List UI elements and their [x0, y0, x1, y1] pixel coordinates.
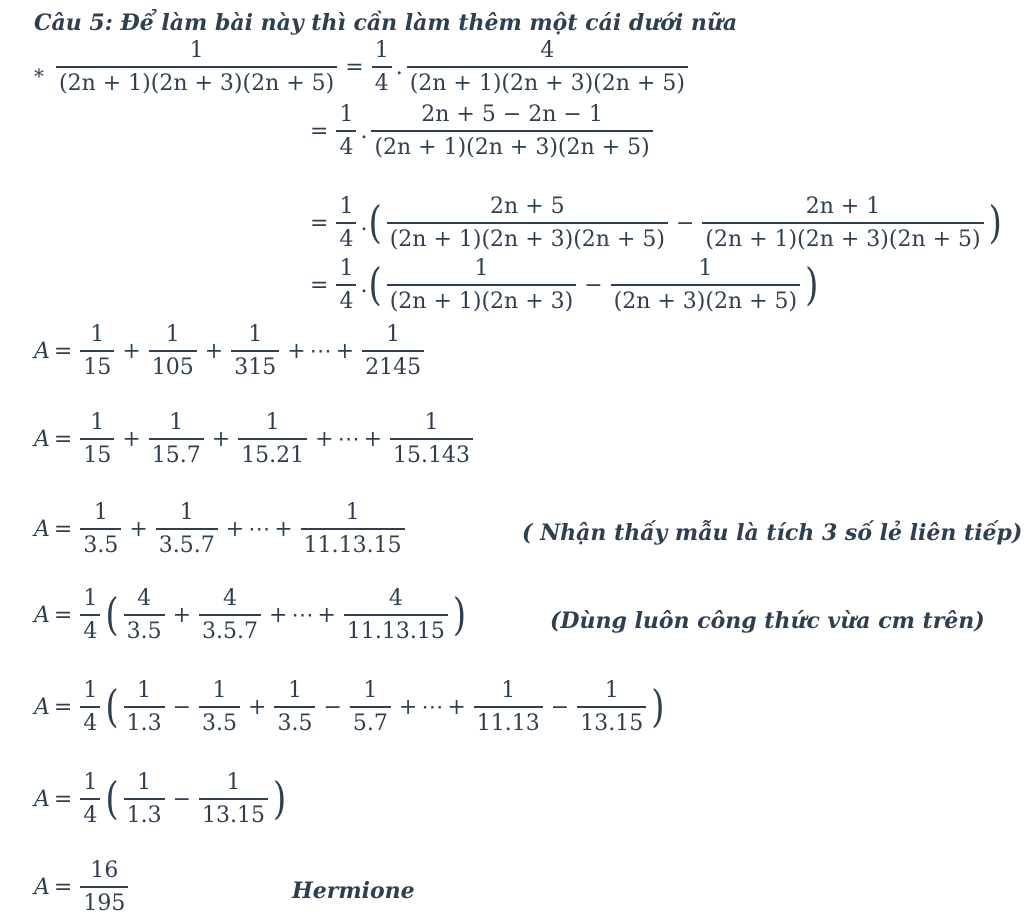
note-use-formula: (Dùng luôn công thức vừa cm trên)	[550, 608, 985, 634]
quarter-fraction: $\frac{1}{4}$	[80, 770, 100, 829]
sum1-term-3: $\frac{1}{315}$	[231, 322, 279, 381]
sum4-term-1: $\frac{4}{3.5}$	[124, 586, 165, 645]
quarter-fraction: $\frac{1}{4}$	[372, 38, 392, 97]
identity-step4-fraction-b: $\frac{1}{(2n + 3)(2n + 5)}$	[611, 256, 801, 315]
identity-step4-fraction-a: $\frac{1}{(2n + 1)(2n + 3)}$	[387, 256, 577, 315]
sum5-term-4: $\frac{1}{5.7}$	[350, 678, 391, 737]
sum5-term-1: $\frac{1}{1.3}$	[124, 678, 165, 737]
sum-line-3: A = $\frac{1}{3.5}$ + $\frac{1}{3.5.7}$ + ⋯ + $\frac{1}{11.13.15}$	[34, 500, 409, 559]
sum4-term-last: $\frac{4}{11.13.15}$	[344, 586, 448, 645]
identity-step3-fraction-b: $\frac{2n + 1}{(2n + 1)(2n + 3)(2n + 5)}$	[702, 194, 983, 253]
sum-line-5: A = $\frac{1}{4}$ ( $\frac{1}{1.3}$ − $\frac{1}{3.5}$ + $\frac{1}{3.5}$ − $\frac{1}{5.7}$ + ⋯ + $\frac{1}{11.13}$ − $\frac{1}{13.15}$ )	[34, 678, 665, 737]
sum2-term-1: $\frac{1}{15}$	[80, 410, 114, 469]
quarter-fraction: $\frac{1}{4}$	[336, 102, 356, 161]
identity-step1-fraction: $\frac{4}{(2n + 1)(2n + 3)(2n + 5)}$	[407, 38, 688, 97]
sum5-term-3: $\frac{1}{3.5}$	[274, 678, 315, 737]
identity-line-4: = $\frac{1}{4}$ . ( $\frac{1}{(2n + 1)(2n + 3)}$ − $\frac{1}{(2n + 3)(2n + 5)}$ )	[310, 256, 819, 315]
sum-line-4: A = $\frac{1}{4}$ ( $\frac{4}{3.5}$ + $\frac{4}{3.5.7}$ + ⋯ + $\frac{4}{11.13.15}$ )	[34, 586, 467, 645]
bullet-star: *	[34, 64, 44, 88]
identity-line-1: $\frac{1}{(2n + 1)(2n + 3)(2n + 5)}$ = $\frac{1}{4}$ . $\frac{4}{(2n + 1)(2n + 3)(2n + 5)}$	[52, 38, 692, 97]
sum3-term-1: $\frac{1}{3.5}$	[80, 500, 121, 559]
sum4-term-2: $\frac{4}{3.5.7}$	[199, 586, 261, 645]
result-line: A = $\frac{16}{195}$	[34, 858, 132, 917]
identity-lhs-fraction: $\frac{1}{(2n + 1)(2n + 3)(2n + 5)}$	[56, 38, 337, 97]
quarter-fraction: $\frac{1}{4}$	[336, 194, 356, 253]
sum-line-6: A = $\frac{1}{4}$ ( $\frac{1}{1.3}$ − $\frac{1}{13.15}$ )	[34, 770, 287, 829]
sum3-term-2: $\frac{1}{3.5.7}$	[156, 500, 218, 559]
quarter-fraction: $\frac{1}{4}$	[80, 586, 100, 645]
sum2-term-2: $\frac{1}{15.7}$	[149, 410, 204, 469]
sum-line-2: A = $\frac{1}{15}$ + $\frac{1}{15.7}$ + $\frac{1}{15.21}$ + ⋯ + $\frac{1}{15.143}$	[34, 410, 477, 469]
sum6-term-2: $\frac{1}{13.15}$	[199, 770, 268, 829]
problem-heading: Câu 5: Để làm bài này thì cần làm thêm một cái dưới nữa	[34, 10, 738, 36]
author-signature: Hermione	[292, 878, 415, 904]
sum6-term-1: $\frac{1}{1.3}$	[124, 770, 165, 829]
sum5-term-6: $\frac{1}{13.15}$	[577, 678, 646, 737]
identity-step2-fraction: $\frac{2n + 5 - 2n - 1}{(2n + 1)(2n + 3)(2n + 5)}$	[371, 102, 652, 161]
sum1-term-2: $\frac{1}{105}$	[149, 322, 197, 381]
identity-line-2: = $\frac{1}{4}$ . $\frac{2n + 5 - 2n - 1}{(2n + 1)(2n + 3)(2n + 5)}$	[306, 102, 657, 161]
sum5-term-2: $\frac{1}{3.5}$	[199, 678, 240, 737]
sum1-term-last: $\frac{1}{2145}$	[362, 322, 424, 381]
sum3-term-last: $\frac{1}{11.13.15}$	[301, 500, 405, 559]
sum2-term-3: $\frac{1}{15.21}$	[238, 410, 307, 469]
quarter-fraction: $\frac{1}{4}$	[80, 678, 100, 737]
sum1-term-1: $\frac{1}{15}$	[80, 322, 114, 381]
identity-line-3: = $\frac{1}{4}$ . ( $\frac{2n + 5}{(2n + 1)(2n + 3)(2n + 5)}$ − $\frac{2n + 1}{(2n + 1)(2n + 3)(2n + 5)}$ )	[310, 194, 1002, 253]
identity-step3-fraction-a: $\frac{2n + 5}{(2n + 1)(2n + 3)(2n + 5)}$	[387, 194, 668, 253]
sum-line-1: A = $\frac{1}{15}$ + $\frac{1}{105}$ + $\frac{1}{315}$ + ⋯ + $\frac{1}{2145}$	[34, 322, 428, 381]
result-fraction: $\frac{16}{195}$	[80, 858, 128, 917]
sum5-term-5: $\frac{1}{11.13}$	[474, 678, 543, 737]
sum2-term-last: $\frac{1}{15.143}$	[390, 410, 473, 469]
note-odd-product: ( Nhận thấy mẫu là tích 3 số lẻ liên tiếp)	[522, 520, 1023, 546]
quarter-fraction: $\frac{1}{4}$	[336, 256, 356, 315]
